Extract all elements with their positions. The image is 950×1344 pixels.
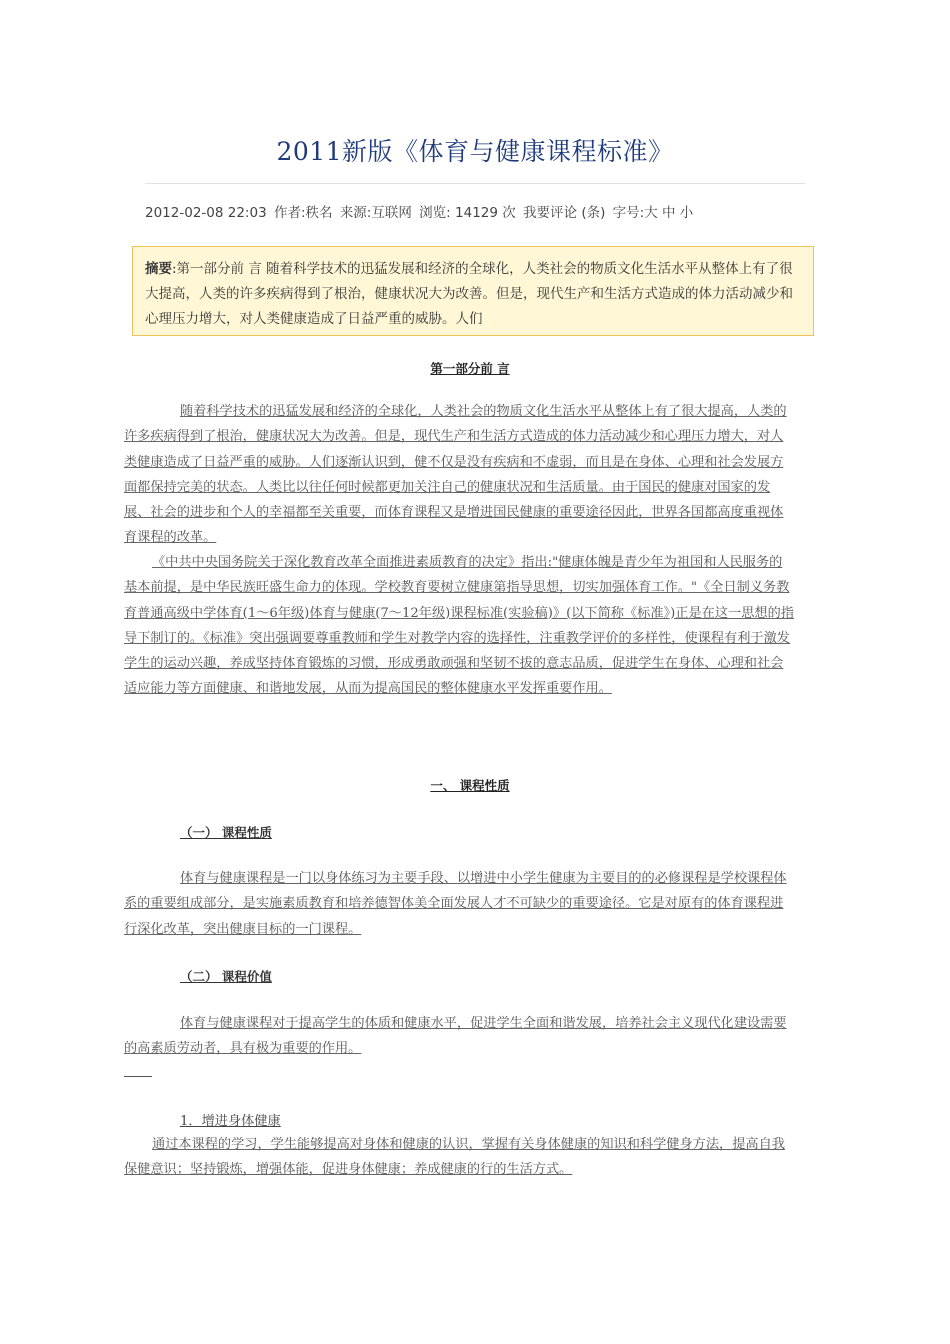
item1-title	[124, 1110, 281, 1129]
meta-datetime: 2012-02-08 22:03	[145, 205, 267, 221]
ch1-sub1-label: （一） 课程性质	[180, 825, 272, 840]
meta-views: 浏览: 14129 次	[419, 205, 516, 221]
ch1-sub1-paragraph	[124, 866, 794, 942]
abstract-label: 摘要	[145, 261, 172, 277]
separator-line	[124, 1076, 152, 1077]
article-meta	[145, 201, 696, 221]
title-divider	[145, 183, 805, 184]
page-title: 2011新版《体育与健康课程标准》	[276, 137, 674, 166]
font-size-controls[interactable]: 字号:大 中 小	[612, 205, 694, 221]
part1-paragraph-1	[124, 399, 794, 551]
chapter1-heading: 一、 课程性质	[430, 778, 510, 793]
item1-paragraph-text: 通过本课程的学习，学生能够提高对身体和健康的认识，掌握有关身体健康的知识和科学健身方法，提高自我保健意识；坚持锻炼，增强体能，促进身体健康；养成健康的行的生活方式。	[124, 1137, 785, 1178]
part1-paragraph-2	[124, 550, 794, 702]
meta-author: 作者:秩名	[273, 205, 333, 221]
ch1-sub2-label: （二） 课程价值	[180, 969, 272, 984]
item1-paragraph	[124, 1132, 794, 1183]
ch1-sub2-paragraph	[124, 1011, 794, 1062]
abstract-text: :第一部分前 言 随着科学技术的迅猛发展和经济的全球化，人类社会的物质文化生活水平从整体上有了很大提高，人类的许多疾病得到了根治，健康状况大为改善。但是，现代生产和生活方式造成的体力活动减少和心理压力增大，对人类健康造成了日益严重的威胁。人们	[145, 261, 793, 327]
ch1-sub2-paragraph-text: 体育与健康课程对于提高学生的体质和健康水平，促进学生全面和谐发展，培养社会主义现代化建设需要的高素质劳动者，具有极为重要的作用。	[124, 1016, 787, 1057]
part1-heading: 第一部分前 言	[430, 361, 510, 376]
comment-link[interactable]: 我要评论 (条)	[523, 205, 606, 221]
ch1-sub1-heading	[124, 823, 272, 841]
abstract-box	[132, 246, 814, 336]
ch1-sub1-paragraph-text: 体育与健康课程是一门以身体练习为主要手段、以增进中小学生健康为主要目的的必修课程是学校课程体系的重要组成部分，是实施素质教育和培养德智体美全面发展人才不可缺少的重要途径。它是对原有的体育课程进行深化改革，突出健康目标的一门课程。	[124, 871, 787, 937]
part1-paragraph-2-text: 《中共中央国务院关于深化教育改革全面推进素质教育的决定》指出:"健康体魄是青少年为祖国和人民服务的基本前提，是中华民族旺盛生命力的体现。学校教育要树立健康第指导思想，切实加强体育工作。"《全日制义务教育普通高级中学体育(1～6年级)体育与健康(7～12年级)课程标准(实验稿)》(以下简称《标准》)正是在这一思想的指导下制订的。《标准》突出强调要尊重教师和学生对教学内容的选择性，注重教学评价的多样性，使课程有利于激发学生的运动兴趣，养成坚持体育锻炼的习惯，形成勇敢顽强和坚韧不拔的意志品质，促进学生在身体、心理和社会适应能力等方面健康、和谐地发展，从而为提高国民的整体健康水平发挥重要作用。	[124, 555, 794, 697]
meta-source: 来源:互联网	[339, 205, 412, 221]
part1-paragraph-1-text: 随着科学技术的迅猛发展和经济的全球化，人类社会的物质文化生活水平从整体上有了很大提高，人类的许多疾病得到了根治，健康状况大为改善。但是，现代生产和生活方式造成的体力活动减少和心理压力增大，对人类健康造成了日益严重的威胁。人们逐渐认识到，健不仅是没有疾病和不虚弱，而且是在身体、心理和社会发展方面都保持完美的状态。人类比以往任何时候都更加关注自己的健康状况和生活质量。由于国民的健康对国家的发展、社会的进步和个人的幸福都至关重要，而体育课程又是增进国民健康的重要途径因此，世界各国都高度重视体育课程的改革。	[124, 404, 787, 546]
item1-title-text: 1．增进身体健康	[180, 1114, 281, 1129]
ch1-sub2-heading	[124, 967, 272, 985]
